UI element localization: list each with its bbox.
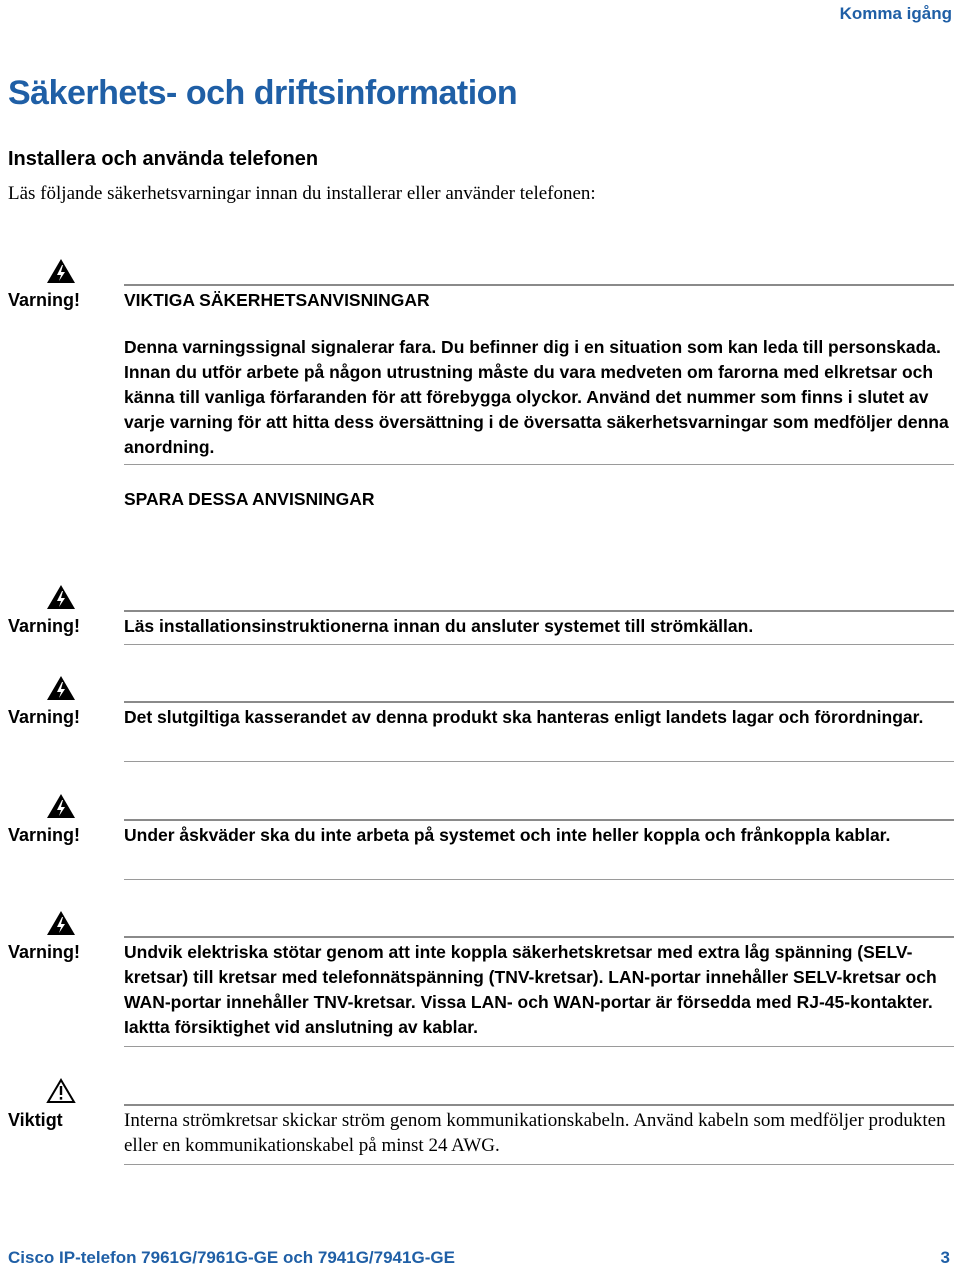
intro-text: Läs följande säkerhetsvarningar innan du installerar eller använder telefonen: — [8, 183, 596, 204]
notice-mid-rule — [124, 464, 954, 465]
notice-top-rule — [124, 284, 954, 286]
notice-heading: VIKTIGA SÄKERHETSANVISNINGAR — [124, 290, 430, 310]
notice-bottom-rule — [124, 761, 954, 762]
notice-bottom-rule — [124, 879, 954, 880]
notice-footer-text: SPARA DESSA ANVISNINGAR — [124, 489, 375, 509]
notice-paragraph: Det slutgiltiga kasserandet av denna produkt ska hanteras enligt landets lagar och förordningar. — [124, 707, 924, 727]
notice-label: Viktigt — [8, 1110, 63, 1130]
notice-bottom-rule — [124, 1164, 954, 1165]
notice-paragraph: Läs installationsinstruktionerna innan du ansluter systemet till strömkällan. — [124, 616, 754, 636]
notice-bottom-rule — [124, 644, 954, 645]
notice-bottom-rule — [124, 1046, 954, 1047]
notice-label: Varning! — [8, 707, 81, 727]
notice-top-rule — [124, 610, 954, 612]
notice-top-rule — [124, 936, 954, 938]
notice-label: Varning! — [8, 616, 81, 636]
notice-body — [124, 823, 950, 848]
notice-body — [124, 1108, 950, 1158]
notice-top-rule — [124, 819, 954, 821]
notice-body — [124, 614, 950, 639]
notice-paragraph: Interna strömkretsar skickar ström genom kommunikationskabeln. Använd kabeln som medföljer produkten eller en kommunikationskabel på minst 24 AWG. — [124, 1110, 946, 1156]
footer-title: Cisco IP-telefon 7961G/7961G-GE och 7941G/7941G-GE — [8, 1248, 455, 1267]
notice-body — [124, 705, 950, 730]
notice-label: Varning! — [8, 825, 81, 845]
section-subtitle: Installera och använda telefonen — [8, 148, 319, 170]
notice-top-rule — [124, 1104, 954, 1106]
notice-label: Varning! — [8, 290, 81, 310]
notice-footer-text-wrap — [124, 487, 950, 512]
page-title: Säkerhets- och driftsinformation — [8, 74, 518, 112]
warning-lightning-icon — [46, 793, 76, 819]
warning-lightning-icon — [46, 258, 76, 284]
notice-body — [124, 940, 950, 1040]
warning-lightning-icon — [46, 675, 76, 701]
warning-lightning-icon — [46, 910, 76, 936]
notice-paragraph: Under åskväder ska du inte arbeta på systemet och inte heller koppla och frånkoppla kablar. — [124, 825, 891, 845]
section-header: Komma igång — [839, 4, 952, 23]
notice-body — [124, 288, 950, 460]
warning-lightning-icon — [46, 584, 76, 610]
caution-exclamation-icon — [46, 1078, 76, 1104]
notice-paragraph: Undvik elektriska stötar genom att inte koppla säkerhetskretsar med extra låg spänning (SELV-kretsar) till kretsar med telefonnätspänning (TNV-kretsar). LAN-portar innehåller SELV-kretsar och WAN-portar innehåller TNV-kretsar. Vissa LAN- och WAN-portar är försedda med RJ-45-kontakter. Iaktta försiktighet vid anslutning av kablar. — [124, 942, 937, 1037]
notice-label: Varning! — [8, 942, 81, 962]
notice-paragraph: Denna varningssignal signalerar fara. Du befinner dig i en situation som kan leda till personskada. Innan du utför arbete på någon utrustning måste du vara medveten om farorna med elkretsar och känna till vanliga förfaranden för att förebygga olyckor. Använd det nummer som finns i slutet av varje varning för att hitta dess översättning i de översatta säkerhetsvarningar som medföljer denna anordning. — [124, 337, 949, 457]
page-number: 3 — [940, 1248, 950, 1267]
notice-top-rule — [124, 701, 954, 703]
